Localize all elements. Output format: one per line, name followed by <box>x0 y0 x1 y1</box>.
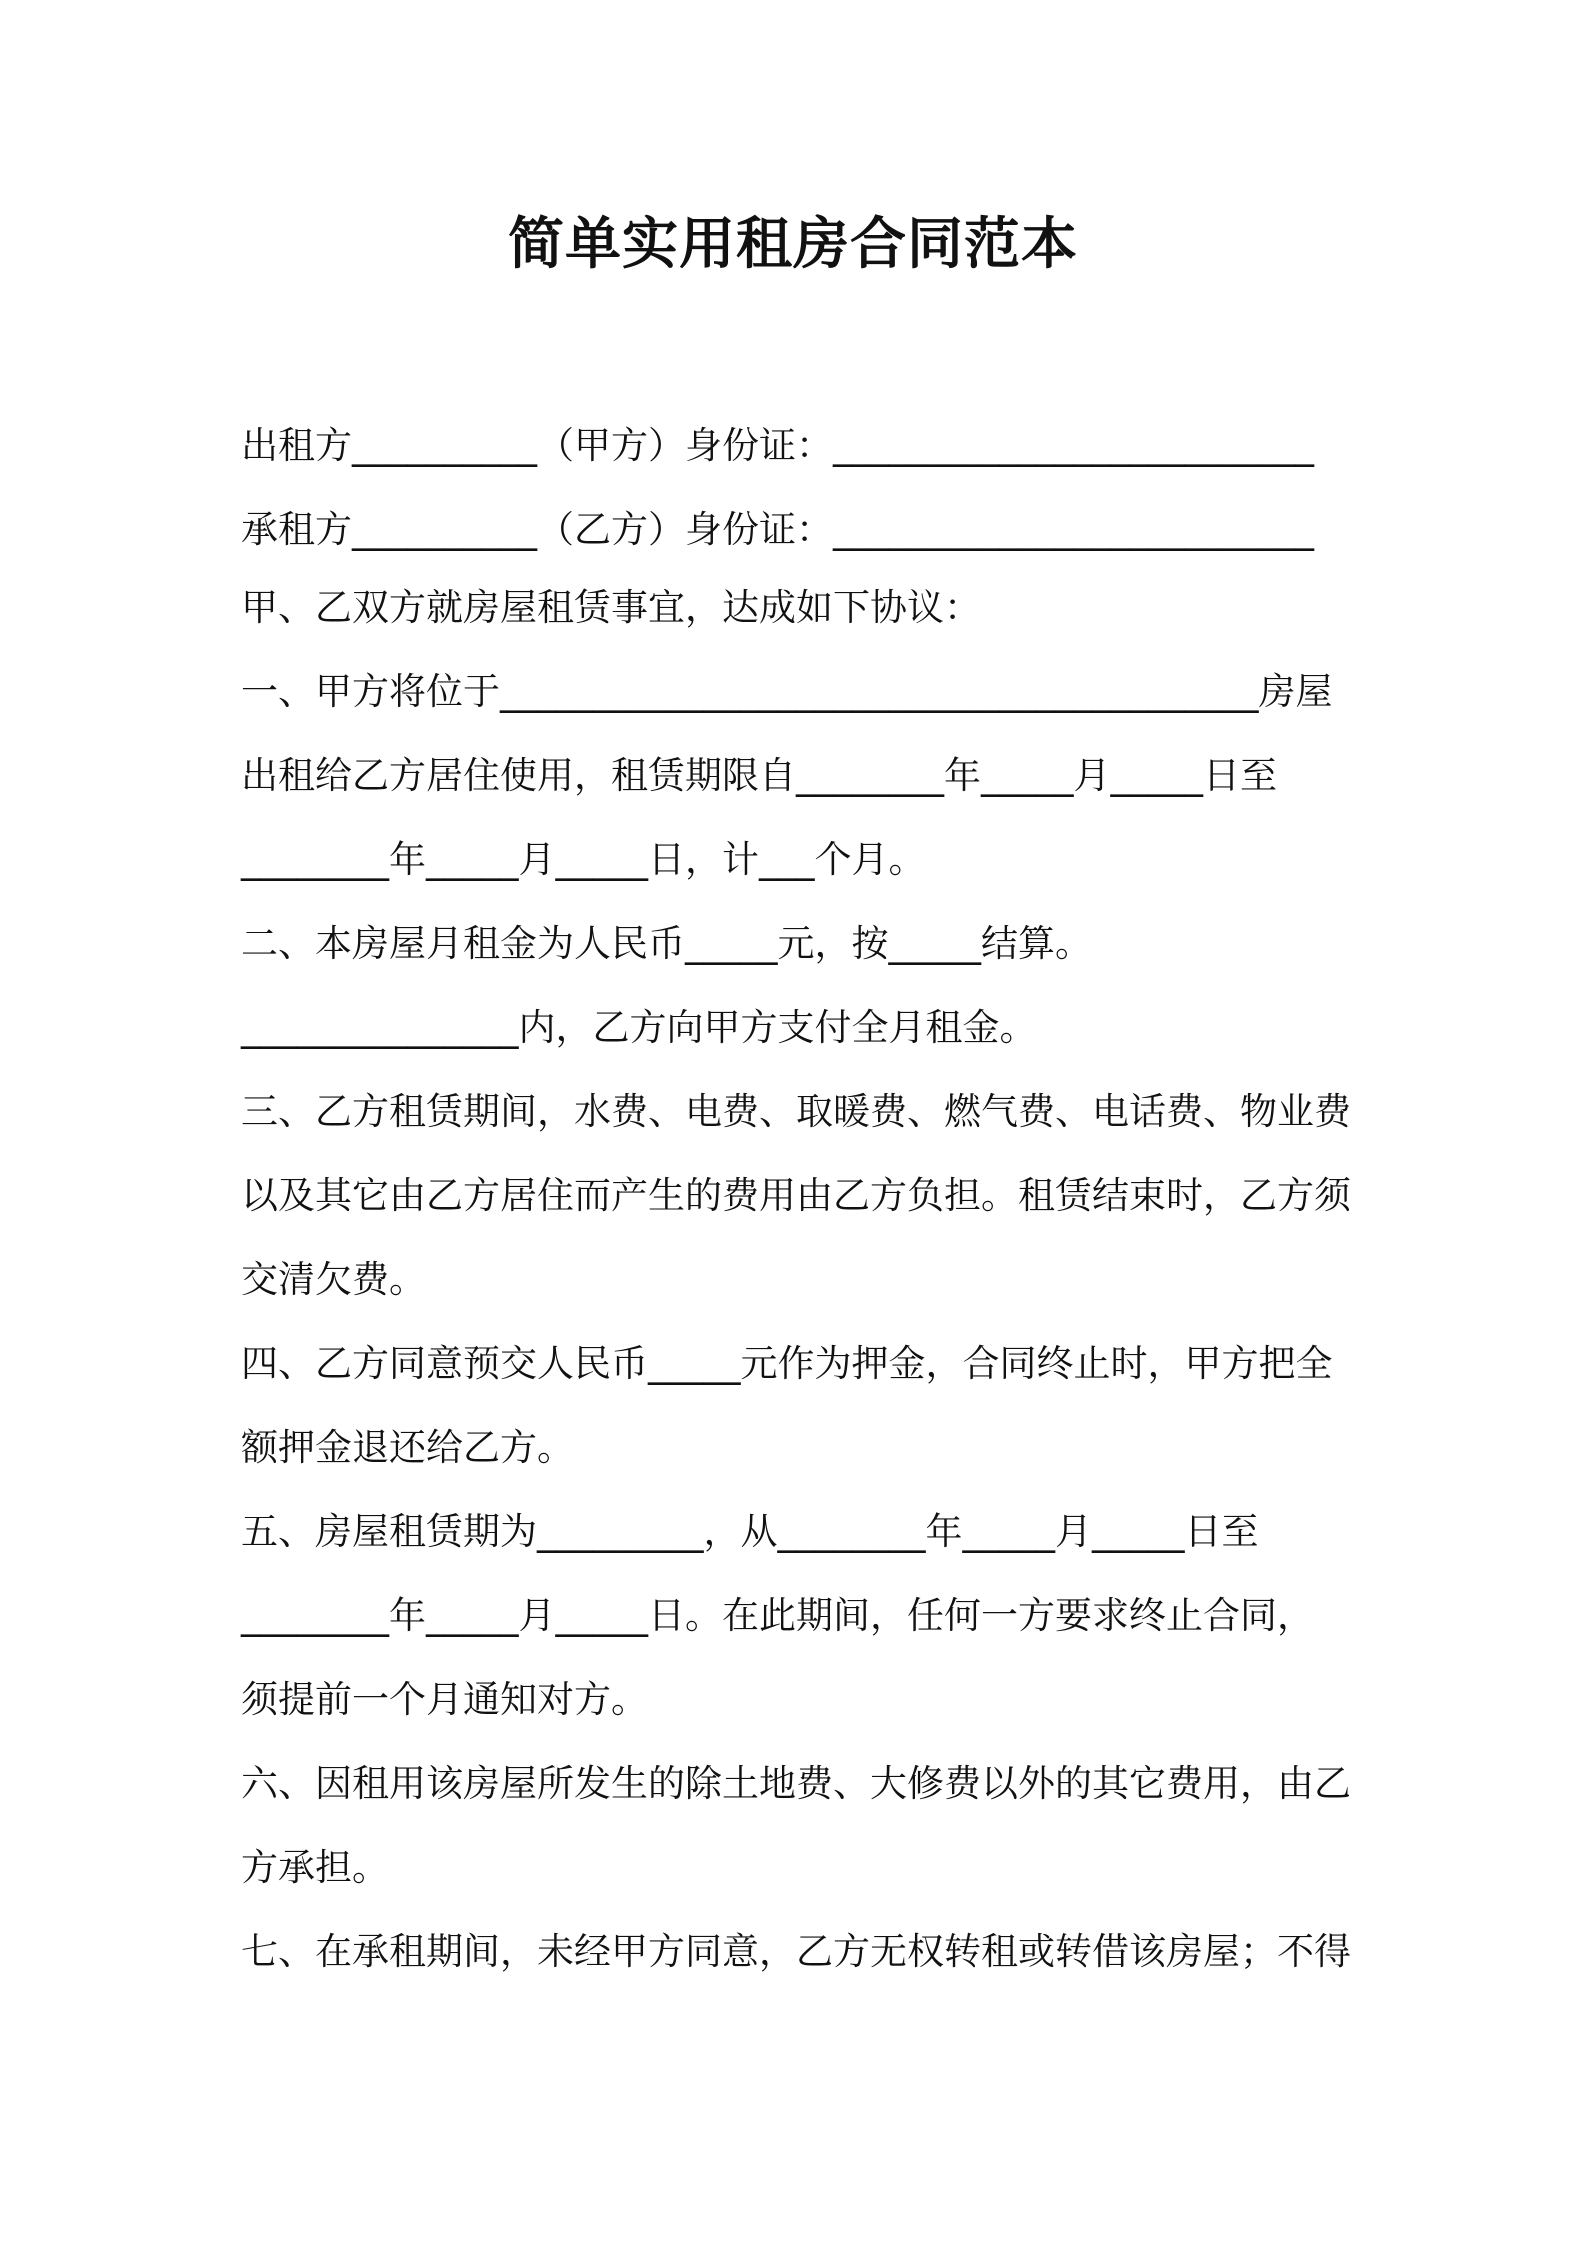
clause-5-line-1: 五、房屋租赁期为_________，从________年_____月_____日至 <box>241 1510 1259 1553</box>
clause-4-line-2: 额押金退还给乙方。 <box>241 1426 574 1469</box>
clause-1-line-3: ________年_____月_____日，计___个月。 <box>241 838 926 881</box>
document-title: 简单实用租房合同范本 <box>508 212 1078 277</box>
clause-1-line-1: 一、甲方将位于_________________________________________房屋 <box>241 670 1333 713</box>
clause-3-line-2: 以及其它由乙方居住而产生的费用由乙方负担。租赁结束时，乙方须 <box>241 1174 1351 1217</box>
lessor-line: 出租方__________（甲方）身份证：__________________________ <box>241 424 1314 467</box>
clause-5-line-3: 须提前一个月通知对方。 <box>241 1678 648 1721</box>
clause-1-line-2: 出租给乙方居住使用，租赁期限自________年_____月_____日至 <box>241 754 1277 797</box>
clause-6-line-2: 方承担。 <box>241 1846 389 1889</box>
agreement-intro: 甲、乙双方就房屋租赁事宜，达成如下协议： <box>241 586 981 629</box>
contract-body <box>241 404 1361 1994</box>
clause-6-line-1: 六、因租用该房屋所发生的除土地费、大修费以外的其它费用，由乙 <box>241 1762 1351 1805</box>
clause-2-line-2: _______________内，乙方向甲方支付全月租金。 <box>241 1006 1037 1049</box>
clause-7-line-1: 七、在承租期间，未经甲方同意，乙方无权转租或转借该房屋；不得 <box>241 1930 1351 1973</box>
clause-5-line-2: ________年_____月_____日。在此期间，任何一方要求终止合同， <box>241 1594 1314 1637</box>
clause-2-line-1: 二、本房屋月租金为人民币_____元，按_____结算。 <box>241 922 1092 965</box>
clause-3-line-1: 三、乙方租赁期间，水费、电费、取暖费、燃气费、电话费、物业费 <box>241 1090 1351 1133</box>
lessee-line: 承租方__________（乙方）身份证：__________________________ <box>241 508 1314 551</box>
clause-3-line-3: 交清欠费。 <box>241 1258 426 1301</box>
clause-4-line-1: 四、乙方同意预交人民币_____元作为押金，合同终止时，甲方把全 <box>241 1342 1333 1385</box>
